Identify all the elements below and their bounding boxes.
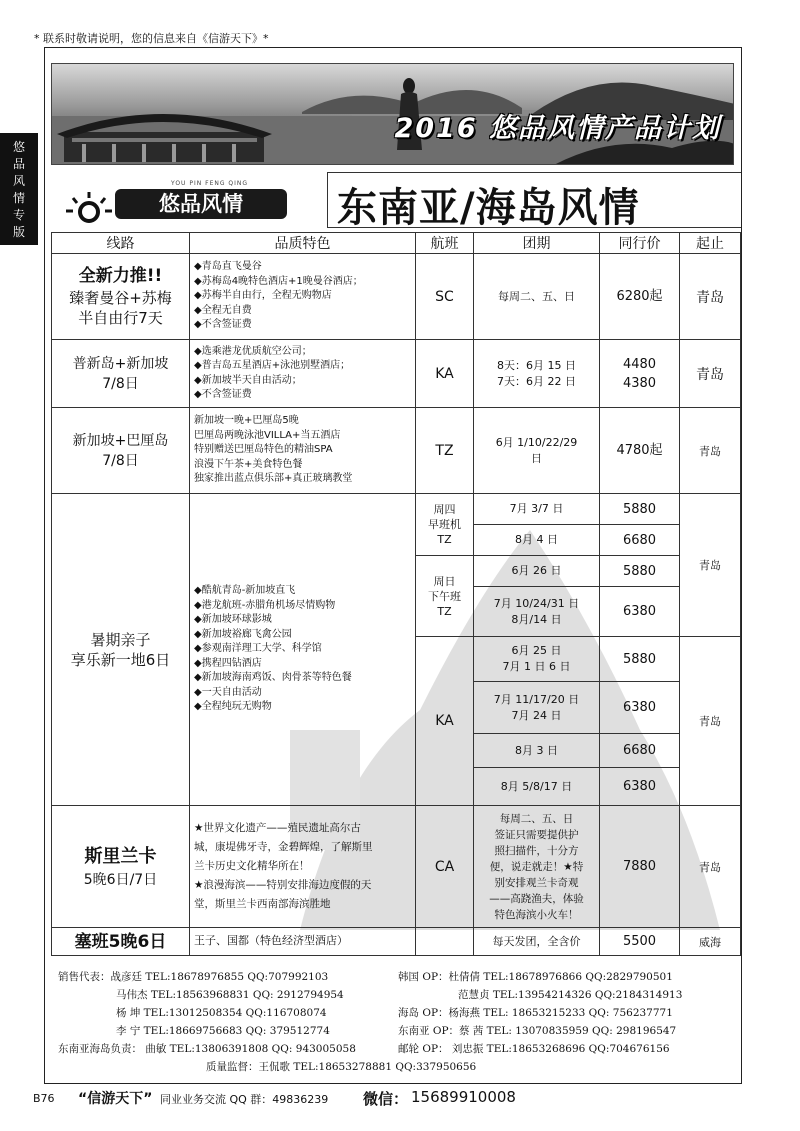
features-cell bbox=[190, 408, 416, 494]
logo-subtitle: YOU PIN FENG QING bbox=[171, 180, 249, 187]
price-value: 5880 bbox=[622, 501, 657, 517]
route-line: 5晚6日/7日 bbox=[83, 871, 158, 888]
origin-cell: 青岛 bbox=[680, 340, 741, 408]
price-value: 5880 bbox=[622, 563, 657, 579]
date-line: 6月 26 日 bbox=[511, 564, 562, 577]
contact-line: 销售代表：战彦廷 TEL:18678976855 QQ:707992103 bbox=[58, 971, 329, 983]
price-value: 6280起 bbox=[616, 289, 663, 304]
price-cell bbox=[600, 525, 680, 556]
route-cell bbox=[52, 806, 190, 928]
table-row bbox=[52, 408, 741, 494]
dates-cell bbox=[474, 637, 600, 682]
feature-line: ◆携程四钻酒店 bbox=[194, 657, 262, 669]
banner-title: 2016 悠品风情产品计划 bbox=[394, 113, 721, 144]
region-title: 东南亚/海岛风情 bbox=[337, 185, 640, 231]
flight-cell bbox=[416, 928, 474, 956]
contact-line: 李 宁 TEL:18669756683 QQ: 379512774 bbox=[116, 1025, 330, 1037]
features-cell bbox=[190, 340, 416, 408]
dates-cell bbox=[474, 806, 600, 928]
dates-cell bbox=[474, 556, 600, 587]
date-line: 6月 25 日 bbox=[511, 644, 562, 657]
feature-line: ◆不含签证费 bbox=[194, 319, 252, 331]
side-tab-char: 版 bbox=[12, 225, 25, 239]
price-cell bbox=[600, 494, 680, 525]
feature-line: ◆全程无自费 bbox=[194, 304, 252, 316]
flight-line: 早班机 bbox=[428, 518, 461, 531]
header-dates: 团期 bbox=[474, 233, 600, 254]
price-value: 5500 bbox=[622, 934, 657, 949]
route-line: 普新岛+新加坡 bbox=[72, 355, 169, 372]
side-tab-char: 情 bbox=[12, 191, 25, 205]
feature-line: ◆不含签证费 bbox=[194, 389, 252, 400]
feature-line: ★浪漫海滨——特别安排海边度假的天 bbox=[194, 879, 372, 891]
route-cell bbox=[52, 408, 190, 494]
date-line: 签证只需要提供护 bbox=[494, 828, 579, 841]
feature-line: ◆酷航青岛-新加坡直飞 bbox=[194, 585, 296, 597]
flight-cell: SC bbox=[416, 254, 474, 340]
price-cell bbox=[600, 408, 680, 494]
header-features: 品质特色 bbox=[190, 233, 416, 254]
header-route: 线路 bbox=[52, 233, 190, 254]
flight-line: 周日 bbox=[433, 574, 456, 588]
feature-line: 独家推出蓝点俱乐部+真正玻璃教堂 bbox=[194, 473, 353, 485]
side-tab-char: 悠 bbox=[12, 140, 25, 154]
features-cell bbox=[190, 254, 416, 340]
price-value: 4380 bbox=[622, 375, 657, 391]
feature-line: ◆新加坡半天自由活动； bbox=[194, 374, 302, 386]
feature-line: ◆全程纯玩无购物 bbox=[194, 701, 272, 713]
flight-cell: KA bbox=[416, 340, 474, 408]
table-row bbox=[52, 806, 741, 928]
feature-line: ◆新加坡海南鸡饭、肉骨茶等特色餐 bbox=[194, 672, 352, 684]
date-line: 每天发团，全含价 bbox=[492, 934, 581, 948]
price-value: 7880 bbox=[622, 859, 657, 874]
dates-cell bbox=[474, 494, 600, 525]
sun-icon bbox=[63, 190, 115, 224]
origin-cell: 青岛 bbox=[680, 494, 741, 637]
route-line: 全新力推!! bbox=[78, 266, 163, 286]
feature-line: 兰卡历史文化精华所在！ bbox=[194, 860, 310, 872]
price-value: 6680 bbox=[622, 532, 657, 548]
dates-cell bbox=[474, 734, 600, 768]
product-table bbox=[51, 232, 741, 956]
features-cell bbox=[190, 806, 416, 928]
date-line: 7天：6月 22 日 bbox=[497, 374, 576, 388]
date-line: 7月 1 日 6 日 bbox=[502, 660, 571, 673]
date-line: 日 bbox=[531, 451, 542, 465]
route-cell bbox=[52, 494, 190, 806]
date-line: 照扫描件，十分方 bbox=[494, 844, 579, 857]
feature-line: ◆新加坡裕廊飞禽公园 bbox=[194, 628, 292, 640]
side-tab-char: 专 bbox=[12, 208, 25, 222]
feature-line: ◆一天自由活动 bbox=[194, 686, 262, 698]
contact-line: 韩国 OP：杜倩倩 TEL:18678976866 QQ:2829790501 bbox=[398, 971, 673, 983]
date-line: 7月 10/24/31 日 bbox=[493, 596, 580, 610]
feature-line: 王子、国都（特色经济型酒店） bbox=[194, 934, 348, 948]
flight-cell bbox=[416, 494, 474, 556]
dates-cell bbox=[474, 587, 600, 637]
route-line: 臻奢曼谷+苏梅 bbox=[69, 289, 172, 307]
page-number: B76 bbox=[33, 1092, 55, 1105]
route-line: 7/8日 bbox=[102, 452, 139, 469]
footer-qq-group: 同业业务交流 QQ 群：49836239 bbox=[160, 1093, 329, 1106]
dates-cell bbox=[474, 768, 600, 806]
route-cell bbox=[52, 928, 190, 956]
date-line: 7月 11/17/20 日 bbox=[493, 692, 580, 706]
origin-cell: 青岛 bbox=[680, 254, 741, 340]
price-cell bbox=[600, 734, 680, 768]
route-line: 半自由行7天 bbox=[78, 309, 163, 327]
price-value: 6680 bbox=[622, 743, 657, 758]
price-value: 4480 bbox=[622, 356, 657, 372]
feature-line: 巴厘岛两晚泳池VILLA+当五酒店 bbox=[194, 429, 341, 441]
table-header bbox=[52, 233, 741, 254]
price-cell bbox=[600, 928, 680, 956]
header-flight: 航班 bbox=[416, 233, 474, 254]
flight-cell: TZ bbox=[416, 408, 474, 494]
date-line: 8月 4 日 bbox=[515, 533, 558, 546]
feature-line: 新加坡一晚+巴厘岛5晚 bbox=[194, 415, 299, 427]
date-line: 便，说走就走！★特 bbox=[489, 860, 584, 873]
contact-line: 东南亚 OP：蔡 茜 TEL: 13070835959 QQ: 298196547 bbox=[398, 1025, 677, 1037]
banner-image bbox=[51, 63, 734, 165]
price-value: 5880 bbox=[622, 651, 657, 667]
feature-line: 浪漫下午茶+美食特色餐 bbox=[194, 458, 303, 470]
flight-cell: CA bbox=[416, 806, 474, 928]
feature-line: ◆苏梅岛4晚特色酒店+1晚曼谷酒店； bbox=[194, 275, 363, 287]
table-row bbox=[52, 494, 741, 525]
contact-line: 杨 坤 TEL:13012508354 QQ:116708074 bbox=[116, 1007, 327, 1019]
side-tab-char: 品 bbox=[12, 157, 25, 171]
date-line: 别安排观兰卡奇观 bbox=[494, 876, 579, 889]
date-line: 6月 1/10/22/29 bbox=[495, 435, 578, 449]
feature-line: 城，康堤佛牙寺，金碧辉煌，了解斯里 bbox=[194, 841, 373, 853]
contact-line: 海岛 OP：杨海燕 TEL: 18653215233 QQ: 756237771 bbox=[398, 1007, 673, 1019]
route-cell bbox=[52, 340, 190, 408]
price-cell bbox=[600, 587, 680, 637]
brand-row bbox=[51, 172, 734, 229]
date-line: ——高跷渔夫，体验 bbox=[489, 892, 584, 905]
route-cell bbox=[52, 254, 190, 340]
features-cell bbox=[190, 928, 416, 956]
date-line: 8月 3 日 bbox=[515, 743, 558, 757]
price-value: 6380 bbox=[622, 604, 657, 619]
contact-line: 马伟杰 TEL:18563968831 QQ: 2912794954 bbox=[116, 989, 344, 1001]
feature-line: ★世界文化遗产——殖民遗址高尔古 bbox=[194, 822, 361, 834]
origin-cell: 青岛 bbox=[680, 408, 741, 494]
top-note: * 联系时敬请说明，您的信息来自《信游天下》* bbox=[34, 32, 269, 45]
dates-cell bbox=[474, 408, 600, 494]
contact-line: 邮轮 OP： 刘忠振 TEL:18653268696 QQ:704676156 bbox=[398, 1043, 670, 1055]
feature-line: 堂，斯里兰卡西南部海滨胜地 bbox=[194, 898, 331, 910]
date-line: 8月 5/8/17 日 bbox=[500, 779, 573, 793]
feature-line: ◆普吉岛五星酒店+泳池别墅酒店； bbox=[194, 360, 351, 371]
contact-line: 东南亚海岛负责： 曲敏 TEL:13806391808 QQ: 943005058 bbox=[58, 1043, 356, 1055]
feature-line: ◆新加坡环球影城 bbox=[194, 614, 272, 626]
price-cell bbox=[600, 340, 680, 408]
origin-cell: 威海 bbox=[680, 928, 741, 956]
header-origin: 起止 bbox=[680, 233, 741, 254]
price-cell bbox=[600, 637, 680, 682]
flight-line: TZ bbox=[437, 604, 452, 618]
logo-text: 悠品风情 bbox=[115, 189, 287, 219]
feature-line: ◆参观南洋理工大学、科学馆 bbox=[194, 643, 322, 655]
footer bbox=[33, 1088, 773, 1110]
dates-cell bbox=[474, 928, 600, 956]
flight-line: TZ bbox=[437, 533, 452, 546]
route-line: 享乐新一地6日 bbox=[70, 650, 171, 669]
dates-cell bbox=[474, 254, 600, 340]
price-value: 6380 bbox=[622, 779, 657, 794]
origin-cell: 青岛 bbox=[680, 806, 741, 928]
date-line: 特色海滨小火车！ bbox=[494, 908, 579, 921]
flight-cell: KA bbox=[416, 637, 474, 806]
feature-line: 特别赠送巴厘岛特色的精油SPA bbox=[194, 444, 333, 456]
price-value: 6380 bbox=[622, 700, 657, 715]
side-tab-char: 风 bbox=[12, 174, 25, 188]
price-value: 4780起 bbox=[616, 443, 663, 458]
flight-cell bbox=[416, 556, 474, 637]
feature-line: ◆港龙航班-赤腊角机场尽情购物 bbox=[194, 599, 336, 611]
dates-cell bbox=[474, 525, 600, 556]
side-tab bbox=[0, 133, 38, 245]
route-line: 塞班5晚6日 bbox=[74, 931, 167, 952]
date-line: 每周二、五、日 bbox=[499, 812, 574, 825]
route-line: 新加坡+巴厘岛 bbox=[72, 432, 169, 449]
date-line: 7月 3/7 日 bbox=[509, 502, 564, 515]
feature-line: ◆苏梅半自由行，全程无购物店 bbox=[194, 290, 332, 302]
contact-line: 质量监督：王侃歌 TEL:18653278881 QQ:337950656 bbox=[206, 1061, 477, 1073]
header-price: 同行价 bbox=[600, 233, 680, 254]
origin-cell: 青岛 bbox=[680, 637, 741, 806]
footer-wechat: 15689910008 bbox=[411, 1088, 516, 1106]
table-row bbox=[52, 254, 741, 340]
date-line: 每周二、五、日 bbox=[498, 289, 575, 303]
brand-logo bbox=[59, 180, 295, 224]
price-cell bbox=[600, 254, 680, 340]
dates-cell bbox=[474, 340, 600, 408]
flight-line: 周四 bbox=[433, 503, 456, 516]
contact-line: 范慧贞 TEL:13954214326 QQ:2184314913 bbox=[458, 989, 683, 1001]
route-line: 斯里兰卡 bbox=[84, 845, 157, 867]
date-line: 8月/14 日 bbox=[511, 612, 562, 626]
route-line: 7/8日 bbox=[102, 375, 139, 392]
footer-brand: “信游天下” bbox=[78, 1091, 153, 1107]
table-row bbox=[52, 340, 741, 408]
features-cell bbox=[190, 494, 416, 806]
price-cell bbox=[600, 806, 680, 928]
feature-line: ◆选乘港龙优质航空公司； bbox=[194, 345, 312, 357]
date-line: 7月 24 日 bbox=[511, 708, 562, 722]
price-cell bbox=[600, 556, 680, 587]
price-cell bbox=[600, 682, 680, 734]
table-row bbox=[52, 928, 741, 956]
date-line: 8天：6月 15 日 bbox=[497, 358, 576, 372]
flight-line: 下午班 bbox=[428, 589, 461, 603]
route-line: 暑期亲子 bbox=[90, 630, 151, 649]
dates-cell bbox=[474, 682, 600, 734]
price-cell bbox=[600, 768, 680, 806]
footer-wechat-label: 微信： bbox=[363, 1090, 409, 1108]
feature-line: ◆青岛直飞曼谷 bbox=[194, 261, 262, 273]
